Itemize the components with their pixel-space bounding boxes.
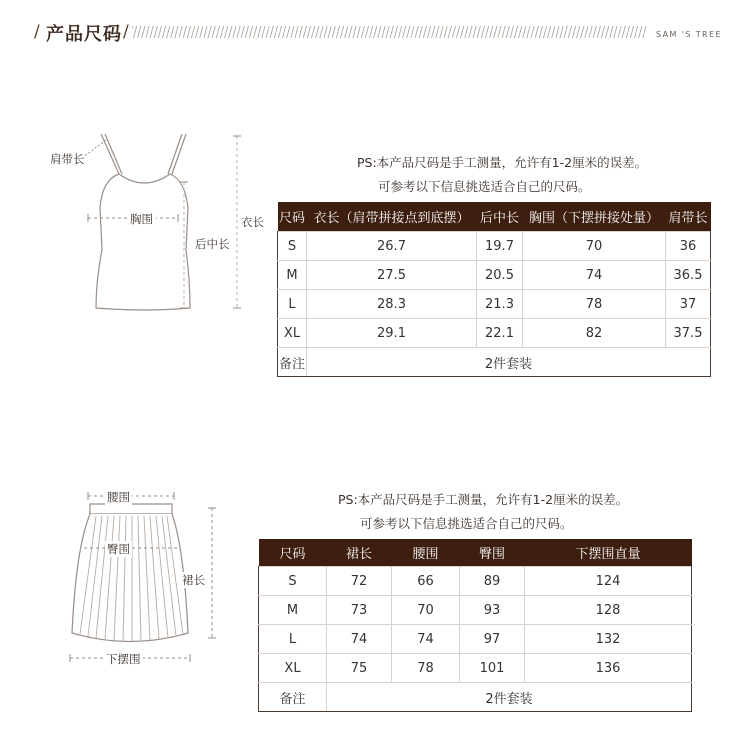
cell-hem: 128 (525, 596, 692, 625)
chest-label: 胸围 (127, 211, 156, 227)
header-size: 尺码 (278, 202, 307, 232)
remark-value: 2件套装 (307, 348, 711, 377)
back-length-label: 后中长 (195, 237, 230, 251)
cell-length: 29.1 (307, 319, 477, 348)
cell-hem: 136 (525, 654, 692, 683)
cell-size: S (259, 567, 327, 596)
table-row (278, 290, 711, 319)
table-row (259, 596, 692, 625)
cell-skirt-length: 75 (327, 654, 392, 683)
header-waist: 腰围 (392, 539, 460, 567)
table-row (278, 319, 711, 348)
cell-size: XL (259, 654, 327, 683)
brand-name: SAM 'S TREE (656, 30, 722, 39)
reference-note: 可参考以下信息挑选适合自己的尺码。 (378, 179, 591, 194)
measurement-note: PS:本产品尺码是手工测量，允许有1-2厘米的误差。 (357, 155, 648, 170)
remark-label: 备注 (259, 683, 327, 712)
remark-row (259, 683, 692, 712)
table-row (259, 654, 692, 683)
cell-waist: 70 (392, 596, 460, 625)
cell-chest: 78 (523, 290, 666, 319)
header-divider (132, 26, 647, 38)
cell-size: L (278, 290, 307, 319)
cell-skirt-length: 74 (327, 625, 392, 654)
cell-size: M (259, 596, 327, 625)
cell-hem: 124 (525, 567, 692, 596)
header-strap: 肩带长 (666, 202, 711, 232)
cell-size: S (278, 232, 307, 261)
remark-value: 2件套装 (327, 683, 692, 712)
cell-size: XL (278, 319, 307, 348)
cell-chest: 82 (523, 319, 666, 348)
remark-row (278, 348, 711, 377)
remark-label: 备注 (278, 348, 307, 377)
cell-size: M (278, 261, 307, 290)
header-hem: 下摆围直量 (525, 539, 692, 567)
cell-strap: 36 (666, 232, 711, 261)
header-skirt-length: 裙长 (327, 539, 392, 567)
cell-strap: 36.5 (666, 261, 711, 290)
cell-back-length: 21.3 (477, 290, 523, 319)
cell-skirt-length: 73 (327, 596, 392, 625)
table-row (278, 261, 711, 290)
table-header-row (259, 539, 692, 567)
header-size: 尺码 (259, 539, 327, 567)
header-slash-right: / (123, 22, 129, 42)
cell-strap: 37 (666, 290, 711, 319)
page-title: 产品尺码 (46, 24, 122, 45)
header-chest: 胸围（下摆拼接处量） (523, 202, 666, 232)
cell-hem: 132 (525, 625, 692, 654)
cell-skirt-length: 72 (327, 567, 392, 596)
cell-back-length: 19.7 (477, 232, 523, 261)
table-row (259, 625, 692, 654)
header-length: 衣长（肩带拼接点到底摆） (307, 202, 477, 232)
top-size-table (277, 202, 711, 377)
cell-hip: 89 (460, 567, 525, 596)
cell-strap: 37.5 (666, 319, 711, 348)
hip-label: 臀围 (107, 542, 130, 556)
strap-length-label: 肩带长 (50, 152, 85, 166)
cell-waist: 66 (392, 567, 460, 596)
hem-label: 下摆围 (106, 652, 141, 666)
skirt-length-label: 裙长 (182, 573, 205, 587)
header-back-length: 后中长 (477, 202, 523, 232)
table-row (259, 567, 692, 596)
cell-chest: 70 (523, 232, 666, 261)
table-row (278, 232, 711, 261)
header-hip: 臀围 (460, 539, 525, 567)
cell-waist: 74 (392, 625, 460, 654)
cell-length: 27.5 (307, 261, 477, 290)
cell-back-length: 22.1 (477, 319, 523, 348)
cell-hip: 93 (460, 596, 525, 625)
cell-waist: 78 (392, 654, 460, 683)
cell-length: 26.7 (307, 232, 477, 261)
waist-label: 腰围 (107, 490, 130, 504)
skirt-size-table (258, 539, 692, 712)
cell-hip: 97 (460, 625, 525, 654)
body-length-label: 衣长 (241, 215, 264, 229)
table-header-row (278, 202, 711, 232)
cell-size: L (259, 625, 327, 654)
cell-hip: 101 (460, 654, 525, 683)
reference-note: 可参考以下信息挑选适合自己的尺码。 (360, 516, 573, 531)
header-slash-left: / (34, 22, 40, 42)
measurement-note: PS:本产品尺码是手工测量，允许有1-2厘米的误差。 (338, 492, 629, 507)
cell-length: 28.3 (307, 290, 477, 319)
cell-chest: 74 (523, 261, 666, 290)
cell-back-length: 20.5 (477, 261, 523, 290)
